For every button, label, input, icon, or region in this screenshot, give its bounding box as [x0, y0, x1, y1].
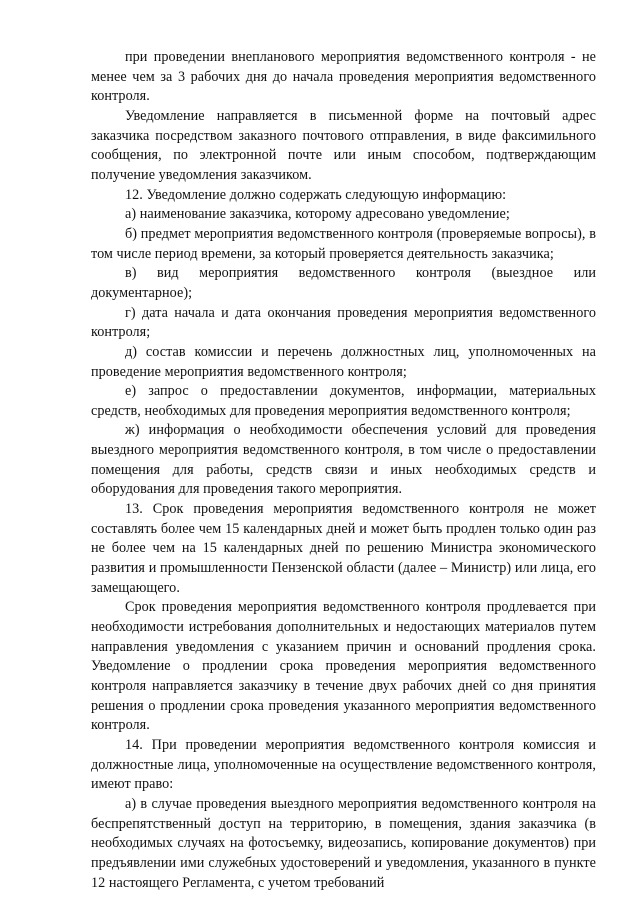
- paragraph-continuation: при проведении внепланового мероприятия ведомственного контроля - не менее чем за 3 рабочих дня до начала проведения мероприятия ведомственного контроля.: [91, 49, 596, 105]
- list-item-e: е) запрос о предоставлении документов, информации, материальных средств, необходимых для проведения мероприятия ведомственного контроля;: [91, 383, 596, 419]
- list-item-zh: ж) информация о необходимости обеспечения условий для проведения выездного мероприятия ведомственного контроля, в том числе о предоставлении помещения для работы, средств связи и иных необходимых средств и оборудования для проведения такого мероприятия.: [91, 422, 596, 498]
- paragraph-section-13: 13. Срок проведения мероприятия ведомственного контроля не может составлять более чем 15 календарных дней и может быть продлен только один раз не более чем на 15 календарных дней по решению Министра экономического развития и промышленности Пензенской области (далее – Министр) или лица, его замещающего.: [91, 501, 596, 596]
- list-item-v: в) вид мероприятия ведомственного контроля (выездное или документарное);: [91, 265, 596, 301]
- paragraph-notification-delivery: Уведомление направляется в письменной форме на почтовый адрес заказчика посредством заказного почтового отправления, в виде факсимильного сообщения, по электронной почте или иным способом, подтверждающим получение уведомления заказчиком.: [91, 107, 596, 183]
- paragraph-term-extension: Срок проведения мероприятия ведомственного контроля продлевается при необходимости истребования дополнительных и недостающих материалов путем направления уведомления с указанием причин и оснований продления срока. Уведомление о продлении срока проведения мероприятия ведомственного контроля направляется заказчику в течение двух рабочих дней со дня принятия решения о продлении срока проведения указанного мероприятия ведомственного контроля.: [91, 599, 596, 734]
- list-item-a: а) наименование заказчика, которому адресовано уведомление;: [125, 206, 510, 223]
- list-item-g: г) дата начала и дата окончания проведения мероприятия ведомственного контроля;: [91, 304, 596, 341]
- list-item-b: б) предмет мероприятия ведомственного контроля (проверяемые вопросы), в том числе период времени, за который проверяется деятельность заказчика;: [91, 225, 596, 262]
- list-item-d: д) состав комиссии и перечень должностных лиц, уполномоченных на проведение мероприятия ведомственного контроля;: [91, 343, 596, 380]
- paragraph-section-12: 12. Уведомление должно содержать следующую информацию:: [125, 186, 507, 203]
- paragraph-section-14: 14. При проведении мероприятия ведомственного контроля комиссия и должностные лица, уполномоченные на осуществление ведомственного контроля, имеют право:: [91, 736, 596, 793]
- list-item-14-a: а) в случае проведения выездного мероприятия ведомственного контроля на беспрепятственный доступ на территорию, в помещения, здания заказчика (в необходимых случаях на фотосъемку, видеозапись, копирование документов) при предъявлении ими служебных удостоверений и уведомления, указанного в пункте 12 настоящего Регламента, с учетом требований: [91, 795, 596, 891]
